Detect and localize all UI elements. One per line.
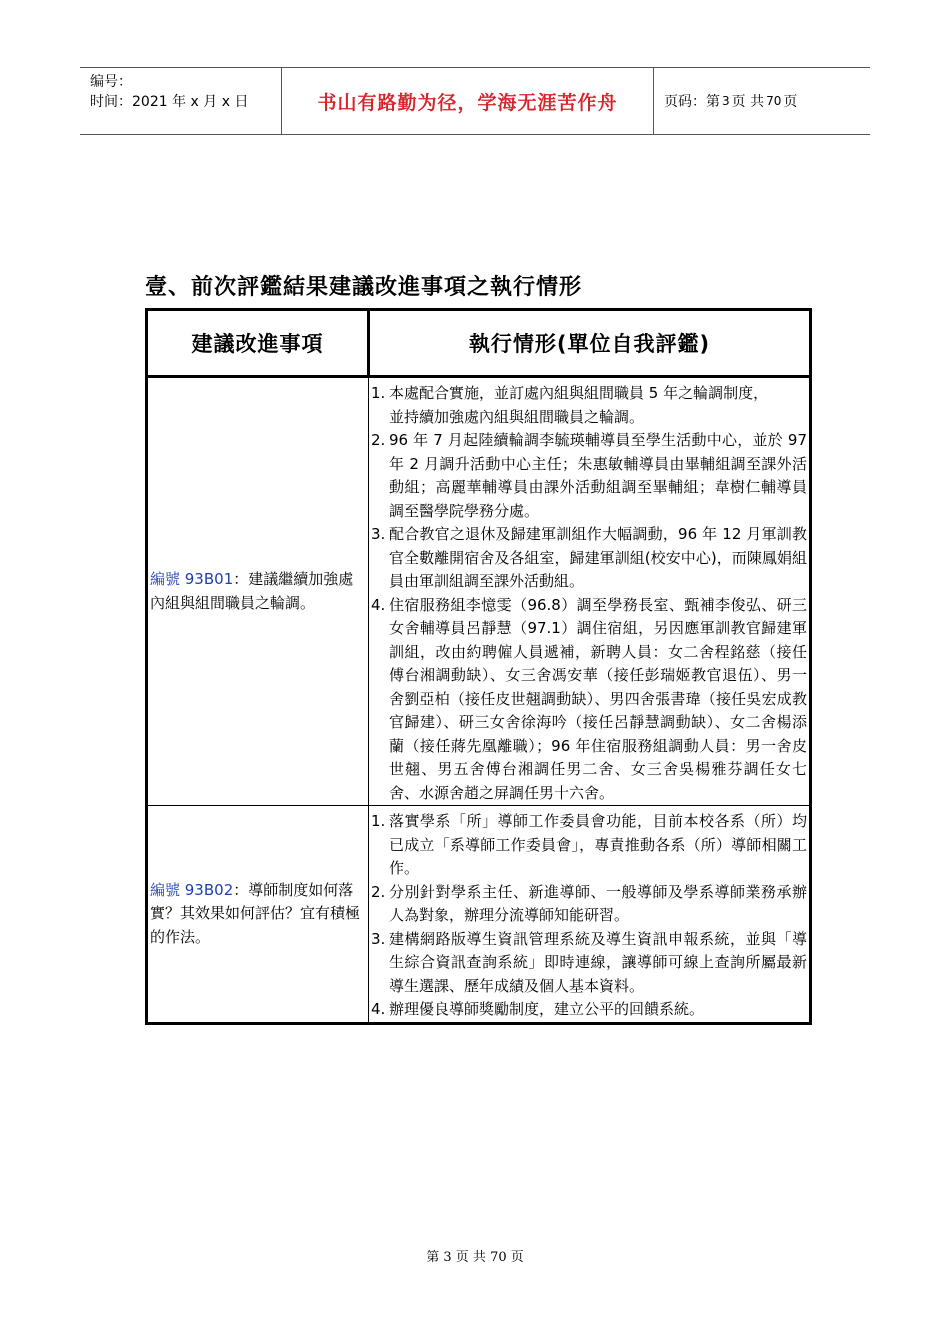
item-number: 3. xyxy=(371,525,386,543)
suggestion-cell xyxy=(147,806,369,1024)
item-number xyxy=(371,406,389,430)
item-text: 配合教官之退休及歸建軍訓組作大幅調動，96 年 12 月軍訓教官全數離開宿舍及各組室，歸建軍訓組(校安中心)，而陳鳳娟組員由軍訓組調至課外活動組。 xyxy=(389,525,807,590)
list-item xyxy=(371,998,807,1022)
suggestion-text: ：導師制度如何落實？其效果如何評估？宜有積極的作法。 xyxy=(150,880,361,946)
doc-number-label: 编号： xyxy=(90,74,132,90)
list-item xyxy=(371,881,807,928)
item-number: 2. xyxy=(371,882,386,901)
doc-time: 时间：2021 年 x 月 x 日 xyxy=(90,94,249,110)
section-title: 壹、前次評鑑結果建議改進事項之執行情形 xyxy=(145,275,583,300)
header-motto: 书山有路勤为径，学海无涯苦作舟 xyxy=(282,68,654,134)
execution-cell xyxy=(369,377,811,806)
list-item xyxy=(371,523,807,594)
item-code: 編號 93B01 xyxy=(150,570,234,588)
page-suffix: 页 xyxy=(783,94,798,110)
item-number: 1. xyxy=(371,812,386,830)
item-text: 辦理優良導師獎勵制度，建立公平的回饋系統。 xyxy=(389,1000,705,1018)
item-number: 1. xyxy=(371,384,386,402)
list-item xyxy=(371,594,807,806)
page-current: 3 xyxy=(722,94,730,108)
header-page-info xyxy=(654,68,870,134)
item-number: 2. xyxy=(371,431,386,449)
item-text: 本處配合實施，並訂處內組與組間職員 5 年之輪調制度， xyxy=(389,384,769,402)
item-number: 4. xyxy=(371,1000,386,1018)
page-total: 70 xyxy=(766,94,782,108)
page-mid: 页 共 xyxy=(731,94,765,110)
col-header-suggestion: 建議改進事項 xyxy=(147,310,369,377)
list-item xyxy=(371,382,807,406)
item-code: 編號 93B02 xyxy=(150,880,234,899)
item-text: 落實學系「所」導師工作委員會功能，目前本校各系（所）均已成立「系導師工作委員會」，專責推動各系（所）導師相關工作。 xyxy=(389,812,807,877)
item-text: 96 年 7 月起陸續輪調李毓瑛輔導員至學生活動中心，並於 97 年 2 月調升活動中心主任；朱惠敏輔導員由畢輔組調至課外活動組；高麗華輔導員由課外活動組調至畢輔組；韋樹仁輔導員調至醫學院學務分處。 xyxy=(389,431,807,520)
footer-total: 70 xyxy=(490,1250,507,1265)
suggestion-text: ：建議繼續加強處內組與組間職員之輪調。 xyxy=(150,570,354,612)
table-row xyxy=(147,377,811,806)
footer-prefix: 第 xyxy=(426,1250,440,1265)
item-number: 4. xyxy=(371,595,386,614)
footer-current: 3 xyxy=(443,1250,452,1265)
page-prefix: 页码：第 xyxy=(664,94,720,110)
execution-cell xyxy=(369,806,811,1024)
page-footer xyxy=(0,1246,950,1265)
table-row xyxy=(147,806,811,1024)
item-text: 並持續加強處內組與組間職員之輪調。 xyxy=(389,407,645,426)
item-text: 分別針對學系主任、新進導師、一般導師及學系導師業務承辦人為對象，辦理分流導師知能研習。 xyxy=(389,882,807,924)
page-header xyxy=(80,67,870,135)
item-text: 住宿服務組李憶雯（96.8）調至學務長室、甄補李俊弘、研三女舍輔導員呂靜慧（97.1）調住宿組，另因應軍訓教官歸建軍訓組，改由約聘僱人員遞補，新聘人員：女二舍程銘慈（接任傅台湘調動缺）、女三舍馮安華（接任彭瑞姬教官退伍）、男一舍劉亞柏（接任皮世翹調動缺）、男四舍張書瑋（接任吳宏成教官歸建）、研三女舍徐海吟（接任呂靜慧調動缺）、女二舍楊添蘭（接任蔣先凰離職）；96 年住宿服務組調動人員：男一舍皮世翹、男五舍傅台湘調任男二舍、女三舍吳楊雅芬調任女七舍、水源舍趙之屏調任男十六舍。 xyxy=(389,595,807,802)
table-header-row xyxy=(147,310,811,377)
header-meta xyxy=(80,68,282,134)
item-text: 建構網路版導生資訊管理系統及導生資訊申報系統，並與「導生綜合資訊查詢系統」即時連線，讓導師可線上查詢所屬最新導生選課、歷年成績及個人基本資料。 xyxy=(389,929,807,995)
item-number: 3. xyxy=(371,929,386,948)
suggestion-cell xyxy=(147,377,369,806)
col-header-execution: 執行情形(單位自我評鑑) xyxy=(369,310,811,377)
list-item xyxy=(371,429,807,523)
list-item xyxy=(371,810,807,881)
footer-mid: 页 共 xyxy=(455,1250,486,1265)
list-item xyxy=(371,928,807,999)
evaluation-table xyxy=(145,308,812,1025)
footer-suffix: 页 xyxy=(510,1250,524,1265)
list-item xyxy=(371,406,807,430)
